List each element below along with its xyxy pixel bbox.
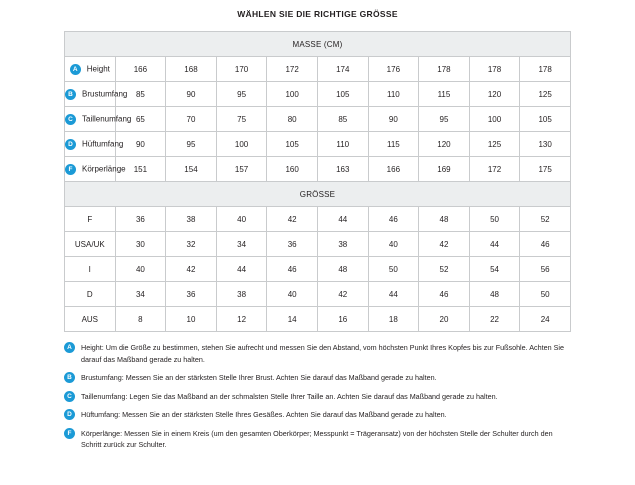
cell: 18 <box>368 307 419 332</box>
cell: 40 <box>216 207 267 232</box>
cell: 32 <box>166 232 217 257</box>
note-text: Height: Um die Größe zu bestimmen, stehen Sie aufrecht und messen Sie den Abstand, vom höchsten Punkt Ihres Kopfes bis zur Fußsohle. Achten Sie darauf das Maßband gerade zu halten. <box>81 343 565 364</box>
cell: 34 <box>216 232 267 257</box>
cell: 178 <box>520 57 571 82</box>
row-label: D <box>86 289 93 299</box>
cell: 40 <box>368 232 419 257</box>
cell: 100 <box>469 107 520 132</box>
table-row <box>65 257 571 282</box>
cell: 40 <box>267 282 318 307</box>
row-label: Körperlänge <box>82 164 126 174</box>
section-header-label: MASSE (CM) <box>65 32 571 57</box>
cell: 157 <box>216 157 267 182</box>
cell: 36 <box>267 232 318 257</box>
cell: 174 <box>317 57 368 82</box>
cell: 100 <box>216 132 267 157</box>
cell: 52 <box>419 257 470 282</box>
table-row <box>65 107 571 132</box>
row-label-cell <box>65 207 116 232</box>
cell: 120 <box>469 82 520 107</box>
cell: 44 <box>317 207 368 232</box>
table-row <box>65 282 571 307</box>
cell: 170 <box>216 57 267 82</box>
cell: 46 <box>419 282 470 307</box>
cell: 85 <box>115 82 166 107</box>
row-label-cell <box>65 307 116 332</box>
cell: 120 <box>419 132 470 157</box>
cell: 40 <box>115 257 166 282</box>
size-table-container <box>64 31 571 332</box>
note-item <box>64 342 571 365</box>
cell: 166 <box>115 57 166 82</box>
cell: 46 <box>368 207 419 232</box>
cell: 52 <box>520 207 571 232</box>
cell: 125 <box>520 82 571 107</box>
cell: 166 <box>368 157 419 182</box>
note-text: Taillenumfang: Legen Sie das Maßband an der schmalsten Stelle Ihrer Taille an. Achten Sie darauf das Maßband gerade zu halten. <box>81 391 498 401</box>
row-label-cell <box>65 107 132 132</box>
row-label: USA/UK <box>74 239 105 249</box>
cell: 178 <box>419 57 470 82</box>
badge-icon: A <box>64 342 75 353</box>
cell: 48 <box>469 282 520 307</box>
cell: 90 <box>166 82 217 107</box>
cell: 42 <box>317 282 368 307</box>
cell: 175 <box>520 157 571 182</box>
section-header-label: GRÖSSE <box>65 182 571 207</box>
cell: 42 <box>419 232 470 257</box>
table-row <box>65 232 571 257</box>
size-table <box>64 31 571 332</box>
section-header-sizes <box>65 182 571 207</box>
cell: 169 <box>419 157 470 182</box>
row-label: F <box>87 214 93 224</box>
table-row <box>65 57 571 82</box>
cell: 54 <box>469 257 520 282</box>
cell: 16 <box>317 307 368 332</box>
cell: 105 <box>267 132 318 157</box>
cell: 90 <box>115 132 166 157</box>
section-header-measurements <box>65 32 571 57</box>
page-title: WÄHLEN SIE DIE RICHTIGE GRÖSSE <box>237 9 398 19</box>
cell: 176 <box>368 57 419 82</box>
cell: 100 <box>267 82 318 107</box>
row-label: Hüftumfang <box>82 139 124 149</box>
note-item <box>64 428 571 451</box>
cell: 178 <box>469 57 520 82</box>
cell: 130 <box>520 132 571 157</box>
cell: 48 <box>419 207 470 232</box>
note-item <box>64 391 571 403</box>
cell: 125 <box>469 132 520 157</box>
cell: 105 <box>317 82 368 107</box>
badge-icon: F <box>64 428 75 439</box>
cell: 172 <box>469 157 520 182</box>
cell: 160 <box>267 157 318 182</box>
cell: 20 <box>419 307 470 332</box>
cell: 8 <box>115 307 166 332</box>
note-text: Hüftumfang: Messen Sie an der stärksten Stelle Ihres Gesäßes. Achten Sie darauf das Maßband gerade zu halten. <box>81 410 447 419</box>
note-text: Brustumfang: Messen Sie an der stärksten Stelle Ihrer Brust. Achten Sie darauf das Maßband gerade zu halten. <box>81 373 437 382</box>
cell: 90 <box>368 107 419 132</box>
cell: 154 <box>166 157 217 182</box>
cell: 56 <box>520 257 571 282</box>
cell: 46 <box>520 232 571 257</box>
row-label-cell <box>65 157 126 182</box>
table-row <box>65 82 571 107</box>
row-label-cell <box>65 282 116 307</box>
cell: 42 <box>166 257 217 282</box>
cell: 168 <box>166 57 217 82</box>
cell: 115 <box>368 132 419 157</box>
row-label: AUS <box>81 314 99 324</box>
cell: 95 <box>419 107 470 132</box>
cell: 105 <box>520 107 571 132</box>
cell: 50 <box>520 282 571 307</box>
cell: 10 <box>166 307 217 332</box>
row-label: Height <box>86 64 110 74</box>
cell: 50 <box>368 257 419 282</box>
note-item <box>64 409 571 421</box>
cell: 38 <box>317 232 368 257</box>
cell: 95 <box>216 82 267 107</box>
measurement-notes <box>64 342 571 451</box>
cell: 36 <box>115 207 166 232</box>
cell: 38 <box>166 207 217 232</box>
row-label-cell <box>65 82 128 107</box>
row-label: I <box>88 264 91 274</box>
cell: 34 <box>115 282 166 307</box>
badge-icon: C <box>65 114 76 125</box>
cell: 110 <box>317 132 368 157</box>
cell: 36 <box>166 282 217 307</box>
table-row <box>65 307 571 332</box>
cell: 12 <box>216 307 267 332</box>
cell: 65 <box>115 107 166 132</box>
cell: 46 <box>267 257 318 282</box>
badge-icon: B <box>65 89 76 100</box>
cell: 70 <box>166 107 217 132</box>
cell: 80 <box>267 107 318 132</box>
cell: 110 <box>368 82 419 107</box>
cell: 38 <box>216 282 267 307</box>
cell: 22 <box>469 307 520 332</box>
size-guide-page <box>0 9 635 485</box>
table-row <box>65 157 571 182</box>
cell: 14 <box>267 307 318 332</box>
row-label-cell <box>65 57 116 82</box>
cell: 42 <box>267 207 318 232</box>
row-label: Brustumfang <box>82 89 128 99</box>
cell: 172 <box>267 57 318 82</box>
cell: 115 <box>419 82 470 107</box>
cell: 44 <box>469 232 520 257</box>
table-row <box>65 207 571 232</box>
cell: 151 <box>115 157 166 182</box>
note-item <box>64 372 571 384</box>
cell: 24 <box>520 307 571 332</box>
cell: 163 <box>317 157 368 182</box>
badge-icon: F <box>65 164 76 175</box>
note-text: Körperlänge: Messen Sie in einem Kreis (um den gesamten Oberkörper; Messpunkt = Trägeransatz) von der höchsten Stelle der Schulter durch den Schritt zurück zur Schulter. <box>81 428 553 449</box>
badge-icon: B <box>64 372 75 383</box>
row-label: Taillenumfang <box>82 114 132 124</box>
badge-icon: A <box>70 64 81 75</box>
row-label-cell <box>65 232 116 257</box>
table-row <box>65 132 571 157</box>
cell: 85 <box>317 107 368 132</box>
cell: 44 <box>368 282 419 307</box>
cell: 48 <box>317 257 368 282</box>
row-label-cell <box>65 132 124 157</box>
badge-icon: D <box>64 409 75 420</box>
cell: 50 <box>469 207 520 232</box>
cell: 44 <box>216 257 267 282</box>
cell: 30 <box>115 232 166 257</box>
cell: 75 <box>216 107 267 132</box>
badge-icon: C <box>64 391 75 402</box>
cell: 95 <box>166 132 217 157</box>
row-label-cell <box>65 257 116 282</box>
badge-icon: D <box>65 139 76 150</box>
